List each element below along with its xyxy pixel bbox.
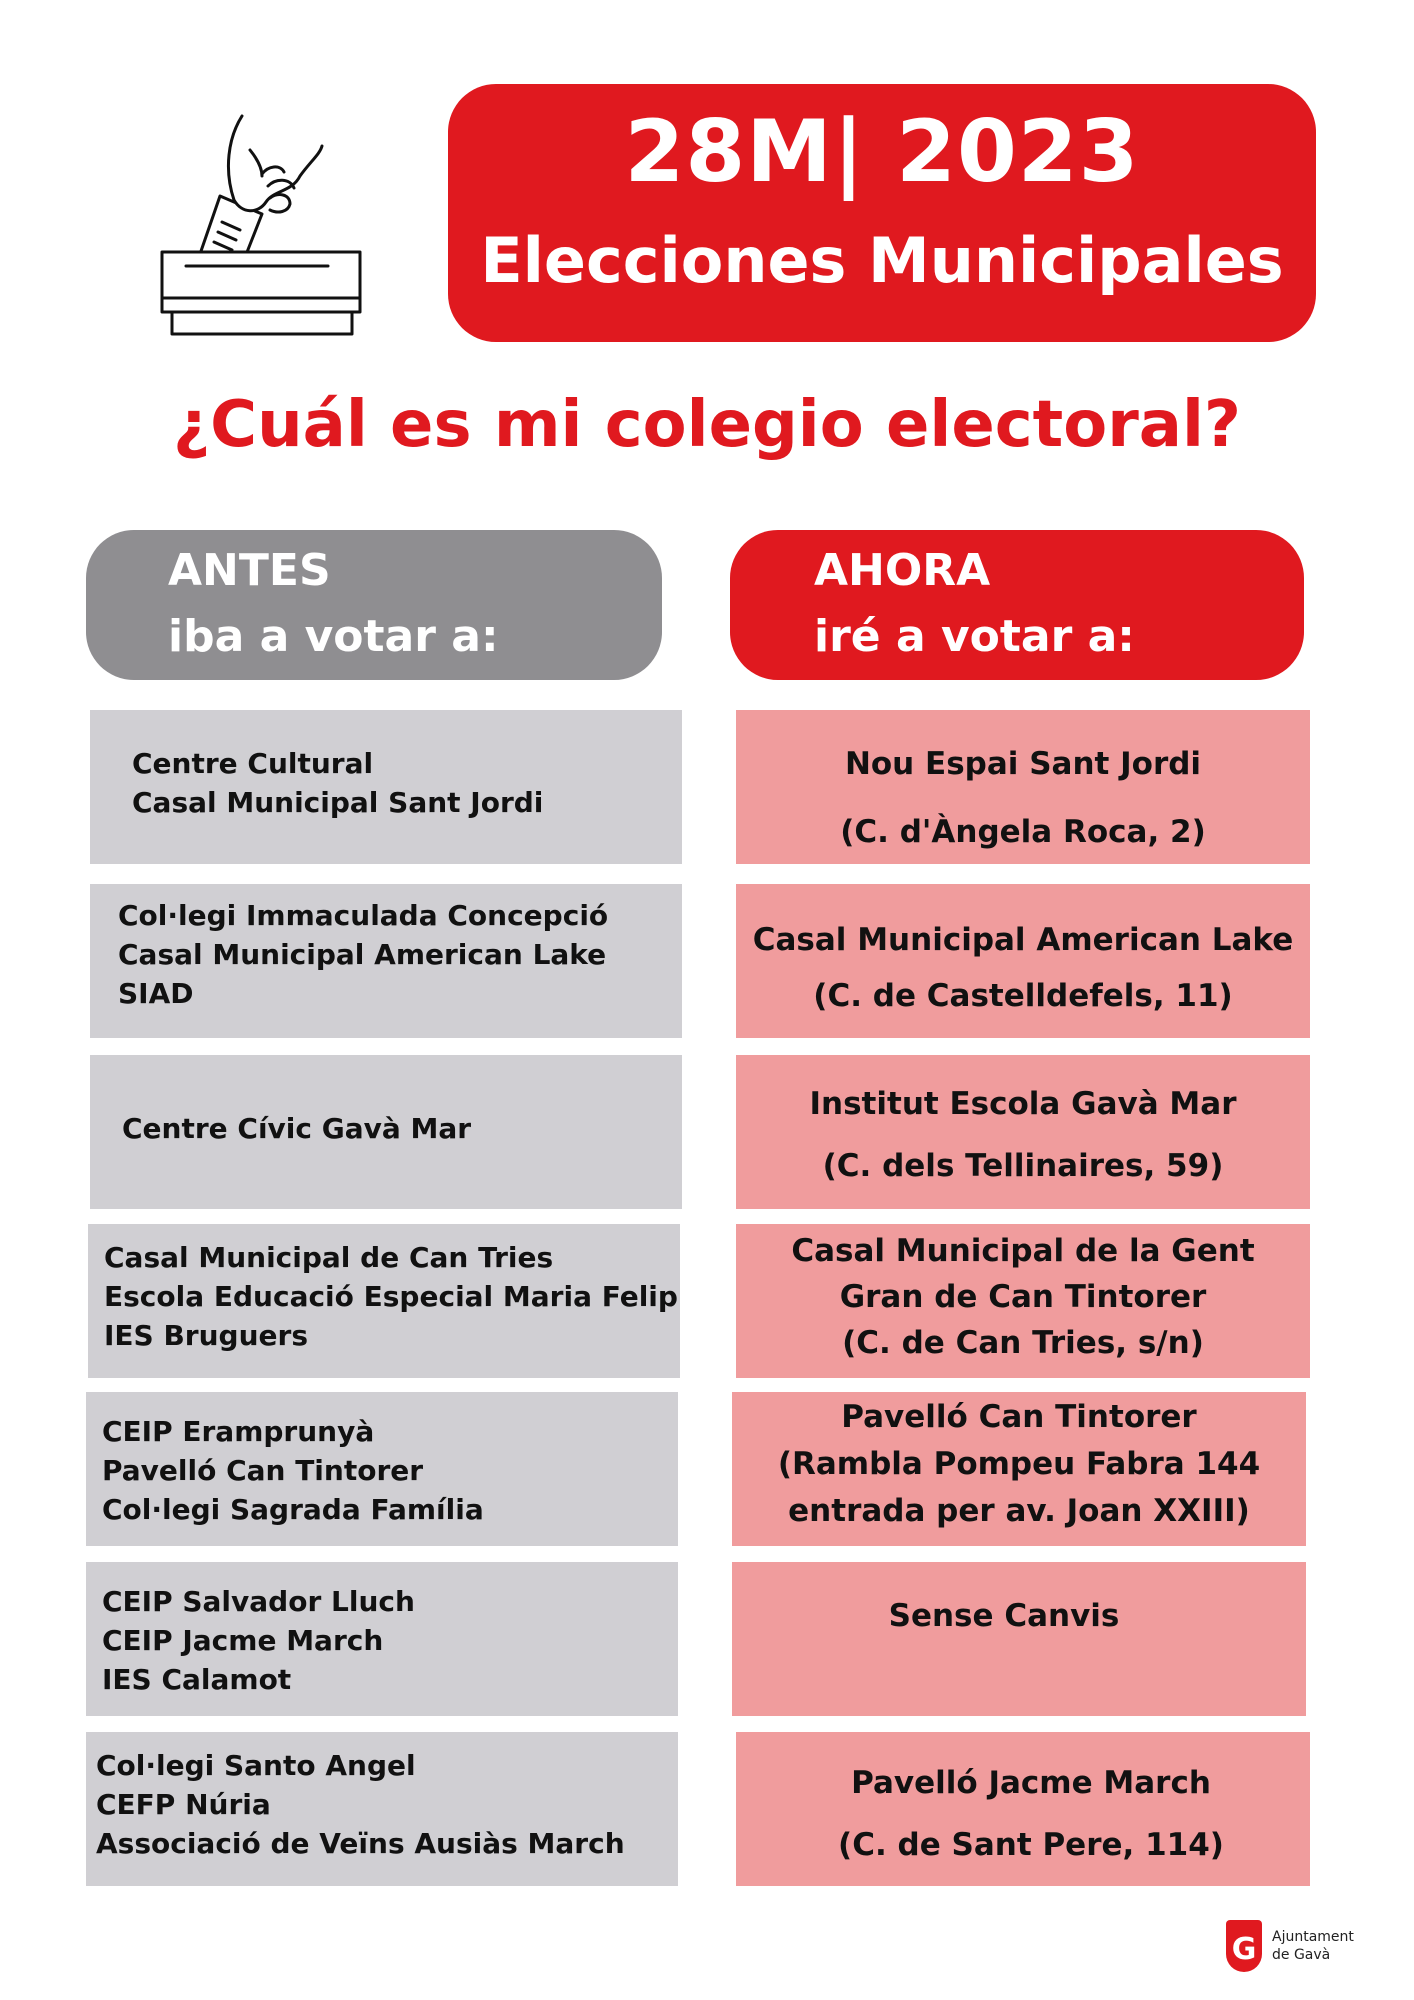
ahora-location-address: (Rambla Pompeu Fabra 144 <box>777 1446 1261 1482</box>
ahora-location-address: (C. de Sant Pere, 114) <box>838 1827 1224 1863</box>
logo-line: de Gavà <box>1272 1947 1331 1963</box>
antes-location-line: Casal Municipal de Can Tries <box>104 1241 554 1274</box>
antes-location-line: CEIP Jacme March <box>102 1624 384 1657</box>
title-banner <box>448 84 1316 342</box>
ahora-location-2 <box>736 884 1310 1038</box>
ahora-location-address: (C. de Castelldefels, 11) <box>813 978 1233 1014</box>
ahora-location-1 <box>736 710 1310 864</box>
antes-location-6 <box>86 1562 678 1716</box>
ahora-location-5 <box>732 1392 1306 1546</box>
antes-location-line: Casal Municipal Sant Jordi <box>132 786 544 819</box>
ahora-location-name: Pavelló Jacme March <box>851 1765 1211 1801</box>
ahora-location-name: Casal Municipal de la Gent <box>791 1233 1255 1269</box>
antes-location-line: CEFP Núria <box>96 1788 271 1821</box>
ahora-location-name: Institut Escola Gavà Mar <box>809 1086 1237 1122</box>
antes-location-line: Pavelló Can Tintorer <box>102 1454 424 1487</box>
ahora-location-name: Gran de Can Tintorer <box>839 1279 1207 1315</box>
ahora-location-3 <box>736 1055 1310 1209</box>
ahora-header-subtitle: iré a votar a: <box>814 611 1135 662</box>
ahora-location-address: (C. dels Tellinaires, 59) <box>822 1148 1224 1184</box>
antes-header-title: ANTES <box>168 545 331 596</box>
ahora-header-title: AHORA <box>814 545 991 596</box>
antes-location-line: CEIP Salvador Lluch <box>102 1585 415 1618</box>
ahora-location-name: Casal Municipal American Lake <box>752 922 1294 958</box>
antes-location-line: IES Bruguers <box>104 1319 308 1352</box>
antes-location-3 <box>90 1055 682 1209</box>
antes-location-line: Col·legi Immaculada Concepció <box>118 899 609 932</box>
ballot-box-icon <box>150 110 370 340</box>
antes-location-7 <box>86 1732 678 1886</box>
ahora-location-address: (C. de Can Tries, s/n) <box>842 1325 1204 1361</box>
ahora-location-name: Nou Espai Sant Jordi <box>844 746 1202 782</box>
antes-location-line: CEIP Eramprunyà <box>102 1415 375 1448</box>
antes-location-line: IES Calamot <box>102 1663 292 1696</box>
antes-location-line: Col·legi Santo Angel <box>96 1749 416 1782</box>
ahora-location-6 <box>732 1562 1306 1716</box>
antes-header-subtitle: iba a votar a: <box>168 611 499 662</box>
antes-location-line: Centre Cívic Gavà Mar <box>122 1112 472 1145</box>
ahora-location-4 <box>736 1224 1310 1378</box>
ajuntament-gava-logo <box>1226 1920 1366 1976</box>
election-date: 28M| 2023 <box>624 102 1140 202</box>
antes-header <box>86 530 662 680</box>
logo-text <box>1272 1928 1354 1964</box>
antes-location-2 <box>90 884 682 1038</box>
antes-location-line: Centre Cultural <box>132 747 374 780</box>
antes-location-1 <box>90 710 682 864</box>
ahora-header <box>730 530 1304 680</box>
antes-location-line: Escola Educació Especial Maria Felip <box>104 1280 678 1313</box>
antes-location-line: SIAD <box>118 977 194 1010</box>
antes-location-line: Associació de Veïns Ausiàs March <box>96 1827 625 1860</box>
antes-location-5 <box>86 1392 678 1546</box>
page-question: ¿Cuál es mi colegio electoral? <box>172 388 1242 462</box>
ahora-location-name: Pavelló Can Tintorer <box>841 1399 1197 1435</box>
antes-location-4 <box>88 1224 680 1378</box>
ahora-location-address: (C. d'Àngela Roca, 2) <box>840 814 1206 850</box>
antes-location-line: Casal Municipal American Lake <box>118 938 607 971</box>
ahora-location-7 <box>736 1732 1310 1886</box>
antes-location-line: Col·legi Sagrada Família <box>102 1493 484 1526</box>
logo-line: Ajuntament <box>1272 1929 1354 1945</box>
ahora-location-name: Sense Canvis <box>888 1598 1120 1634</box>
election-title: Elecciones Municipales <box>480 224 1284 297</box>
gava-emblem-icon: G <box>1226 1920 1262 1972</box>
ahora-location-address: entrada per av. Joan XXIII) <box>788 1493 1250 1529</box>
